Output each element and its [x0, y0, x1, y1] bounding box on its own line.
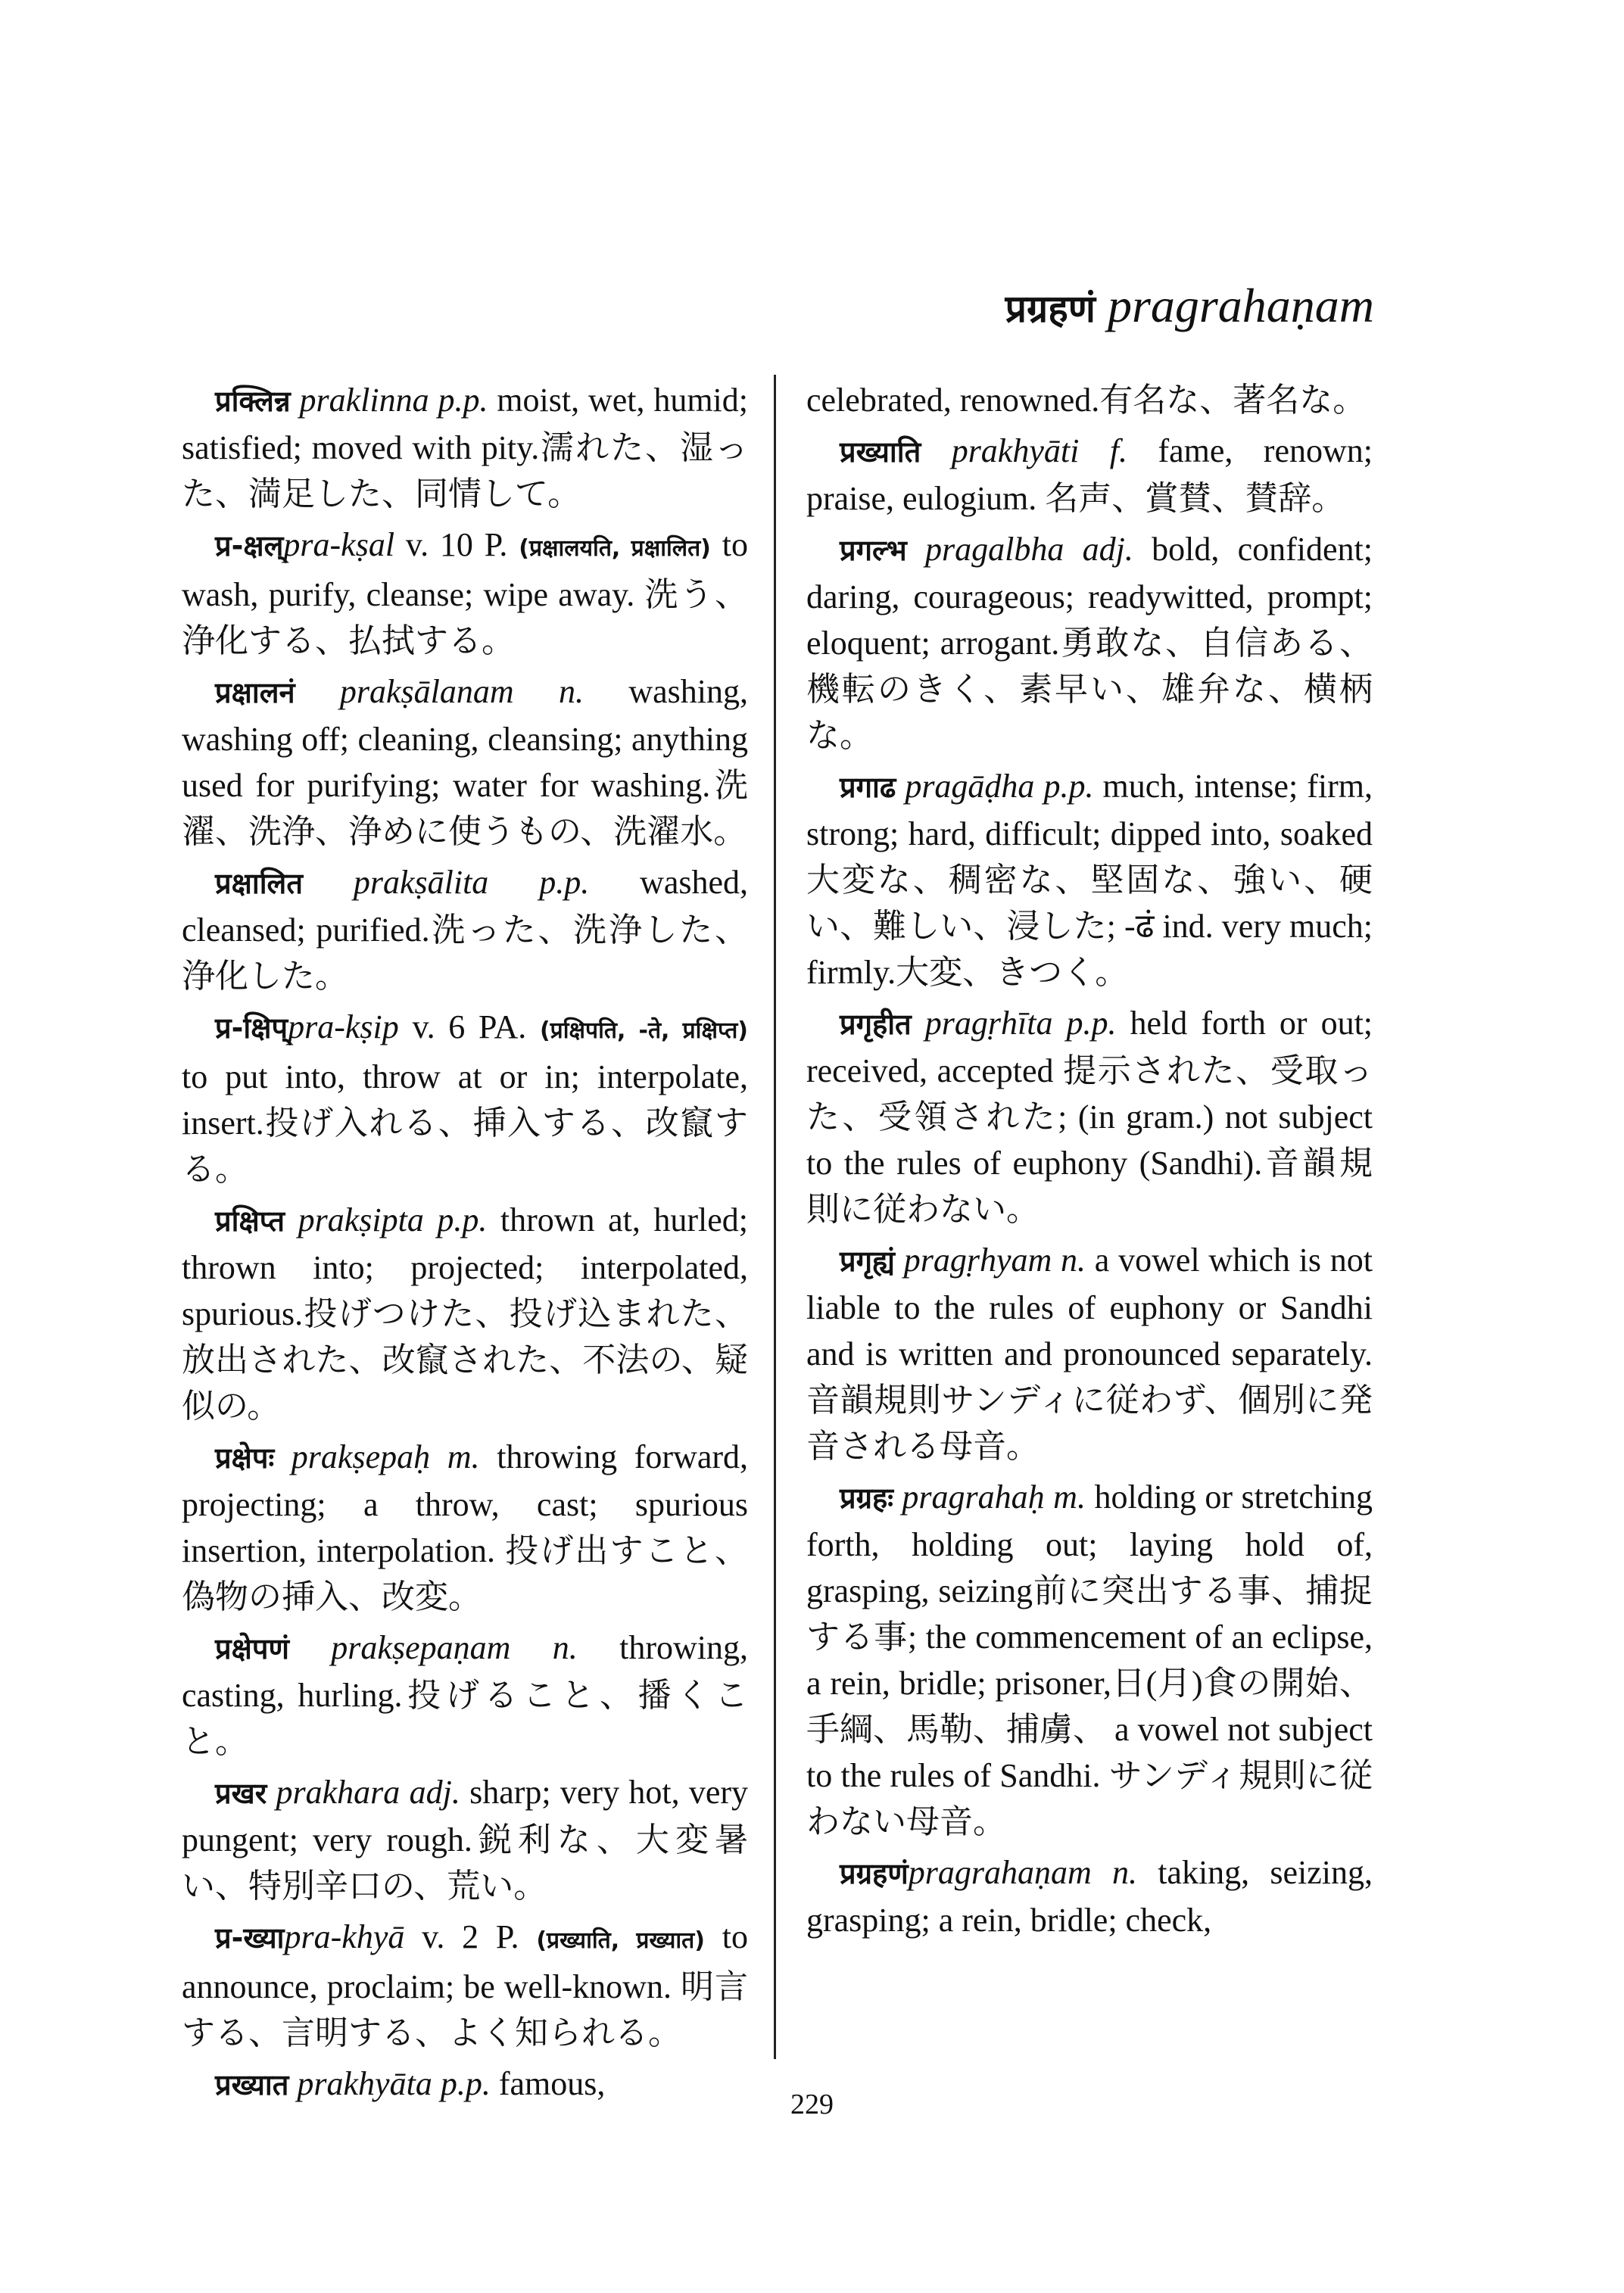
headword-roman: pragalbha — [925, 531, 1064, 568]
definition: to put into, throw at or in; interpolate, insert.投げ入れる、挿入する、改竄する。 — [182, 1058, 748, 1188]
definition: moist, wet, humid; satisfied; moved with pity.濡れた、湿った、満足した、同情して。 — [182, 382, 749, 512]
dictionary-entry — [182, 1625, 748, 1765]
definition: sharp; very hot, very pungent; very rough.鋭利な、大変暑い、特別辛口の、荒い。 — [182, 1774, 749, 1905]
grammar-label: p.p. — [1043, 768, 1094, 805]
grammar-label: f. — [1109, 432, 1127, 469]
verb-forms: (प्रख्याति, प्रख्यात) — [536, 1927, 705, 1954]
headword-devanagari: प्रख्यात — [215, 2068, 289, 2101]
definition: thrown at, hurled; thrown into; projected; interpolated, spurious.投げつけた、投げ込まれた、放出された、改竄された、不法の、疑似の。 — [182, 1201, 748, 1425]
dictionary-entry — [806, 1474, 1373, 1845]
headword-devanagari: प्रग्रहणं — [840, 1857, 909, 1890]
dictionary-entry — [806, 526, 1373, 759]
headword-roman: pra-kṣip — [288, 1008, 399, 1045]
grammar-label: p.p. — [437, 1201, 488, 1238]
dictionary-entry — [182, 1197, 748, 1429]
headword-roman: prakṣipta — [298, 1201, 424, 1238]
verb-forms: (प्रक्षिपति, -ते, प्रक्षिप्त) — [539, 1017, 749, 1044]
running-header-roman: pragrahaṇam — [1107, 279, 1374, 332]
headword-roman: prakhyāti — [951, 432, 1080, 469]
entry-continuation — [806, 377, 1373, 423]
definition: much, intense; firm, strong; hard, difficult; dipped into, soaked大変な、稠密な、堅固な、強い、硬い、難しい、浸した; -ढं ind. very much; firmly.大変、きつく。 — [806, 768, 1373, 991]
headword-devanagari: प्रक्लिन्न — [215, 385, 291, 418]
headword-devanagari: प्रक्षालनं — [215, 676, 295, 709]
grammar-label: p.p. — [1066, 1005, 1117, 1042]
headword-devanagari: प्रगाढ — [840, 771, 896, 804]
definition: throwing forward, projecting; a throw, cast; spurious insertion, interpolation. 投げ出すこと、偽物の挿入、改変。 — [182, 1438, 748, 1615]
headword-roman: pra-khyā — [284, 1918, 405, 1955]
headword-devanagari: प्रक्षेपणं — [215, 1632, 289, 1665]
headword-roman: prakṣālanam — [339, 673, 514, 710]
dictionary-entry — [182, 1434, 748, 1620]
page-number: 229 — [790, 2089, 834, 2120]
dictionary-entry — [182, 859, 748, 999]
definition: to announce, proclaim; be well-known. 明言する、言明する、よく知られる。 — [182, 1918, 749, 2052]
dictionary-entry — [182, 1004, 748, 1192]
running-header-devanagari: प्रग्रहणं — [1005, 287, 1096, 331]
dictionary-entry — [806, 763, 1373, 995]
definition: celebrated, renowned.有名な、著名な。 — [806, 382, 1367, 419]
definition: holding or stretching forth, holding out; laying hold of, grasping, seizing前に突出する事、捕捉する事; the commencement of an eclipse, a rein, bridle; prisoner,日(月)食の開始、手綱、馬勒、捕虜、 a vowel not subject to the rules of Sandhi. サンディ規則に従わない母音。 — [806, 1478, 1373, 1840]
headword-roman: pragāḍha — [905, 768, 1035, 805]
grammar-label: p.p. — [438, 382, 488, 419]
headword-devanagari: प्रक्षिप्त — [215, 1204, 285, 1238]
headword-devanagari: प्रखर — [215, 1777, 267, 1810]
definition: to wash, purify, cleanse; wipe away. 洗う、浄化する、払拭する。 — [182, 526, 748, 659]
grammar-label: p.p. — [440, 2065, 491, 2102]
grammar-label: n. — [552, 1629, 578, 1666]
grammar-label: adj. — [1082, 531, 1133, 568]
definition: held forth or out; received, accepted 提示された、受取った、受領された; (in gram.) not subject to the rules of euphony (Sandhi).音韻規則に従わない。 — [806, 1005, 1373, 1228]
headword-roman: praklinna — [299, 382, 429, 419]
headword-devanagari: प्र-क्षल् — [215, 529, 284, 562]
definition: bold, confident; daring, courageous; readywitted, prompt; eloquent; arrogant.勇敢な、自信ある、機転のきく、素早い、雄弁な、横柄な。 — [806, 531, 1373, 754]
headword-roman: pragrahaṇam — [908, 1854, 1092, 1891]
headword-devanagari: प्रख्याति — [840, 435, 921, 469]
headword-roman: pragṛhīta — [924, 1005, 1053, 1042]
definition: taking, seizing, grasping; a rein, bridle; check, — [806, 1854, 1373, 1939]
grammar-label: p.p. — [539, 864, 590, 901]
headword-devanagari: प्र-क्षिप् — [215, 1011, 288, 1045]
headword-roman: prakṣālita — [353, 864, 489, 901]
dictionary-entry — [182, 1914, 748, 2056]
headword-roman: prakṣepaṇam — [331, 1629, 511, 1666]
dictionary-entry — [182, 377, 748, 517]
headword-devanagari: प्रग्रहः — [840, 1481, 893, 1515]
dictionary-entry — [182, 522, 748, 664]
headword-devanagari: प्रक्षालित — [215, 867, 303, 900]
headword-devanagari: प्रगृहीत — [840, 1008, 912, 1041]
headword-devanagari: प्र-ख्या — [215, 1921, 285, 1955]
running-header — [1005, 279, 1374, 332]
right-column — [806, 377, 1373, 1948]
grammar-label: v. 2 P. — [422, 1918, 519, 1955]
dictionary-entry — [806, 1237, 1373, 1469]
verb-forms: (प्रक्षालयति, प्रक्षालित) — [519, 535, 711, 562]
headword-roman: prakhyāta — [297, 2065, 432, 2102]
dictionary-entry — [806, 1000, 1373, 1232]
headword-roman: pragṛhyam — [903, 1242, 1052, 1279]
headword-roman: pra-kṣal — [283, 526, 395, 563]
dictionary-entry — [182, 668, 748, 855]
grammar-label: n. — [1061, 1242, 1086, 1279]
definition: throwing, casting, hurling.投げること、播くこと。 — [182, 1629, 748, 1760]
headword-roman: prakṣepaḥ — [291, 1438, 431, 1475]
headword-roman: pragrahaḥ — [902, 1478, 1045, 1516]
definition: washed, cleansed; purified.洗った、洗浄した、浄化した。 — [182, 864, 749, 995]
grammar-label: m. — [1053, 1478, 1086, 1516]
dictionary-entry — [806, 428, 1373, 522]
dictionary-entry — [806, 1849, 1373, 1943]
dictionary-entry — [182, 1769, 748, 1909]
headword-devanagari: प्रगृह्यं — [840, 1245, 895, 1278]
grammar-label: adj. — [409, 1774, 460, 1811]
definition: fame, renown; praise, eulogium. 名声、賞賛、賛辞。 — [806, 432, 1373, 517]
column-divider — [774, 375, 776, 2059]
headword-devanagari: प्रगल्भ — [840, 534, 907, 567]
grammar-label: m. — [447, 1438, 480, 1475]
definition: washing, washing off; cleaning, cleansing; anything used for purifying; water for washing.洗濯、洗浄、浄めに使うもの、洗濯水。 — [182, 673, 748, 850]
left-column — [182, 377, 748, 2113]
grammar-label: v. 10 P. — [405, 526, 508, 563]
grammar-label: n. — [559, 673, 584, 710]
definition: a vowel which is not liable to the rules of euphony or Sandhi and is written and pronounced separately.音韻規則サンディに従わず、個別に発音される母音。 — [806, 1242, 1373, 1465]
grammar-label: v. 6 PA. — [412, 1008, 527, 1045]
grammar-label: n. — [1111, 1854, 1137, 1891]
headword-roman: prakhara — [276, 1774, 401, 1811]
headword-devanagari: प्रक्षेपः — [215, 1441, 275, 1475]
definition: famous, — [498, 2065, 606, 2102]
